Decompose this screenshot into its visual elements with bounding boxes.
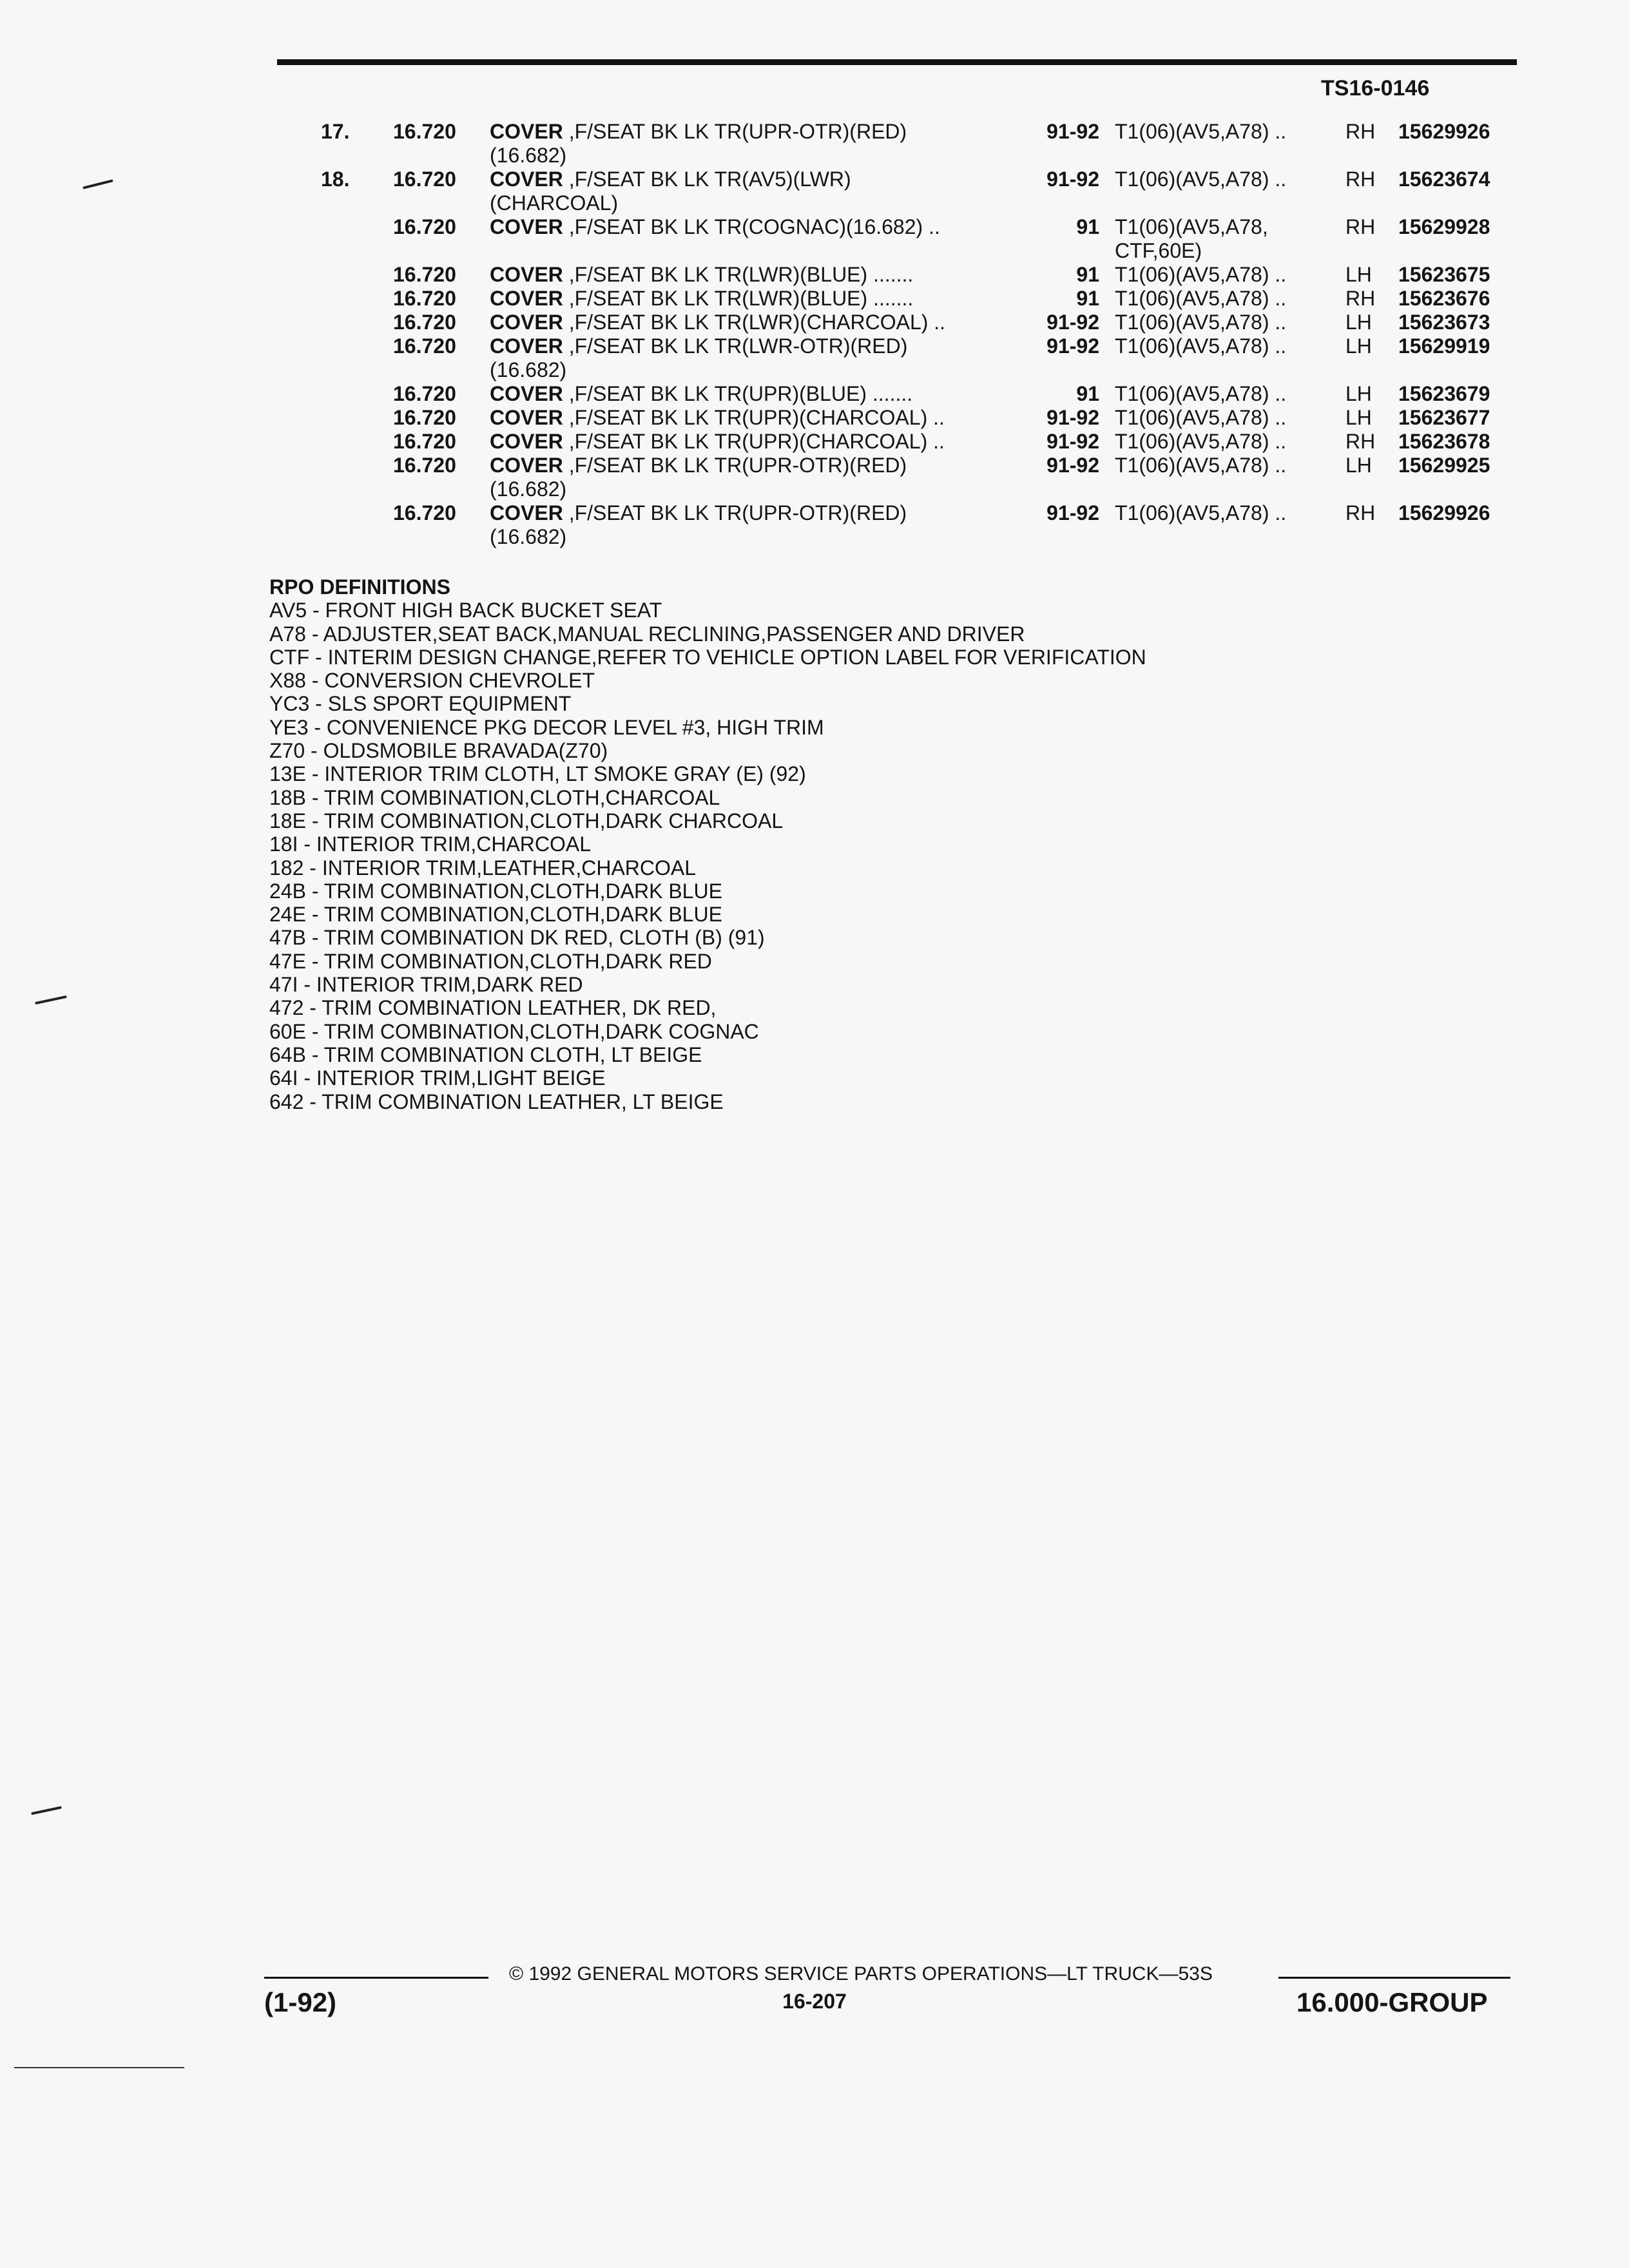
margin-mark — [31, 1806, 62, 1815]
part-row — [0, 454, 1629, 501]
part-row — [0, 406, 1629, 430]
part-row — [0, 215, 1629, 263]
rpo-item: 18B - TRIM COMBINATION,CLOTH,CHARCOAL — [269, 785, 720, 809]
part-number: 15629928 — [1398, 215, 1490, 238]
part-description-line: COVER ,F/SEAT BK LK TR(LWR)(BLUE) ....... — [490, 287, 914, 310]
part-usage-line: T1(06)(AV5,A78) .. — [1115, 430, 1287, 453]
part-description — [490, 382, 912, 406]
part-description-line: COVER ,F/SEAT BK LK TR(UPR)(BLUE) ....... — [490, 382, 913, 405]
rpo-title: RPO DEFINITIONS — [269, 575, 450, 599]
part-description-line: COVER ,F/SEAT BK LK TR(UPR-OTR)(RED) — [490, 120, 907, 143]
part-description — [490, 120, 907, 168]
rpo-item: 47I - INTERIOR TRIM,DARK RED — [269, 973, 583, 997]
part-usage — [1115, 454, 1286, 477]
part-years: 91-92 — [1046, 430, 1099, 453]
part-side: RH — [1345, 287, 1376, 310]
part-number: 15623675 — [1398, 263, 1490, 286]
part-description-line: COVER ,F/SEAT BK LK TR(UPR)(CHARCOAL) .. — [490, 430, 945, 453]
part-description — [490, 406, 945, 430]
part-description-line: COVER ,F/SEAT BK LK TR(UPR-OTR)(RED) — [490, 454, 907, 477]
part-usage — [1115, 501, 1286, 525]
part-description — [490, 263, 913, 287]
footer-rule-left — [264, 1977, 488, 1979]
rpo-item: 18I - INTERIOR TRIM,CHARCOAL — [269, 832, 592, 856]
part-usage-line: T1(06)(AV5,A78) .. — [1115, 287, 1287, 310]
part-description-line: COVER ,F/SEAT BK LK TR(LWR)(BLUE) ....... — [490, 263, 914, 286]
part-description-line: COVER ,F/SEAT BK LK TR(AV5)(LWR) — [490, 168, 851, 191]
part-years: 91 — [1076, 382, 1099, 405]
part-side: LH — [1345, 311, 1372, 334]
rpo-item: Z70 - OLDSMOBILE BRAVADA(Z70) — [269, 739, 608, 763]
part-years: 91-92 — [1046, 168, 1099, 191]
part-number: 15629926 — [1398, 501, 1490, 524]
part-description-line: COVER ,F/SEAT BK LK TR(LWR)(CHARCOAL) .. — [490, 311, 946, 334]
part-side: RH — [1345, 120, 1376, 143]
part-group-number: 16.720 — [393, 501, 456, 524]
part-number: 15623676 — [1398, 287, 1490, 310]
rpo-item: 13E - INTERIOR TRIM CLOTH, LT SMOKE GRAY (E) (92) — [269, 762, 806, 786]
part-group-number: 16.720 — [393, 215, 456, 238]
part-group-number: 16.720 — [393, 454, 456, 477]
part-number: 15623673 — [1398, 311, 1490, 334]
part-group-number: 16.720 — [393, 430, 456, 453]
part-usage — [1115, 382, 1286, 406]
part-group-number: 16.720 — [393, 406, 456, 429]
part-number: 15629926 — [1398, 120, 1490, 143]
top-rule — [277, 59, 1517, 65]
part-usage — [1115, 287, 1286, 311]
part-row — [0, 287, 1629, 311]
part-row — [0, 382, 1629, 406]
part-side: LH — [1345, 382, 1372, 405]
part-description-line: (CHARCOAL) — [490, 191, 619, 215]
part-usage-line: T1(06)(AV5,A78, — [1115, 215, 1268, 238]
rpo-item: YE3 - CONVENIENCE PKG DECOR LEVEL #3, HIGH TRIM — [269, 715, 824, 739]
part-row — [0, 501, 1629, 549]
part-description-line: COVER ,F/SEAT BK LK TR(LWR-OTR)(RED) — [490, 334, 908, 358]
part-years: 91-92 — [1046, 454, 1099, 477]
rpo-item: CTF - INTERIM DESIGN CHANGE,REFER TO VEHICLE OPTION LABEL FOR VERIFICATION — [269, 645, 1146, 669]
part-description — [490, 287, 913, 311]
part-usage-line: T1(06)(AV5,A78) .. — [1115, 501, 1287, 524]
part-usage — [1115, 120, 1286, 144]
part-row — [0, 168, 1629, 215]
margin-line — [14, 2067, 184, 2068]
part-description-line: (16.682) — [490, 358, 567, 381]
part-item-number: 17. — [321, 120, 350, 143]
footer-date: (1-92) — [264, 1987, 337, 2017]
part-usage — [1115, 263, 1286, 287]
part-usage-line: T1(06)(AV5,A78) .. — [1115, 311, 1287, 334]
part-usage — [1115, 311, 1286, 334]
part-usage — [1115, 215, 1268, 263]
part-years: 91-92 — [1046, 120, 1099, 143]
part-group-number: 16.720 — [393, 311, 456, 334]
part-usage-line: T1(06)(AV5,A78) .. — [1115, 120, 1287, 143]
rpo-item: A78 - ADJUSTER,SEAT BACK,MANUAL RECLINING,PASSENGER AND DRIVER — [269, 622, 1025, 646]
rpo-item: AV5 - FRONT HIGH BACK BUCKET SEAT — [269, 599, 662, 622]
part-years: 91-92 — [1046, 406, 1099, 429]
rpo-list — [269, 599, 1146, 1113]
part-description-line: COVER ,F/SEAT BK LK TR(UPR)(CHARCOAL) .. — [490, 406, 945, 429]
part-usage-line: T1(06)(AV5,A78) .. — [1115, 334, 1287, 358]
part-usage-line: T1(06)(AV5,A78) .. — [1115, 382, 1287, 405]
part-number: 15623679 — [1398, 382, 1490, 405]
rpo-item: 472 - TRIM COMBINATION LEATHER, DK RED, — [269, 996, 717, 1020]
part-side: RH — [1345, 168, 1376, 191]
rpo-item: 24E - TRIM COMBINATION,CLOTH,DARK BLUE — [269, 903, 722, 927]
part-usage-line: T1(06)(AV5,A78) .. — [1115, 168, 1287, 191]
part-side: RH — [1345, 215, 1376, 238]
rpo-item: 642 - TRIM COMBINATION LEATHER, LT BEIGE — [269, 1090, 724, 1113]
part-years: 91 — [1076, 215, 1099, 238]
part-usage-line: CTF,60E) — [1115, 239, 1202, 262]
part-side: LH — [1345, 263, 1372, 286]
part-usage-line: T1(06)(AV5,A78) .. — [1115, 454, 1287, 477]
rpo-item: 47B - TRIM COMBINATION DK RED, CLOTH (B) (91) — [269, 926, 765, 950]
part-description-line: COVER ,F/SEAT BK LK TR(COGNAC)(16.682) .. — [490, 215, 940, 238]
part-description — [490, 334, 907, 382]
part-group-number: 16.720 — [393, 168, 456, 191]
rpo-item: 64I - INTERIOR TRIM,LIGHT BEIGE — [269, 1066, 606, 1090]
part-description — [490, 501, 907, 549]
part-description-line: (16.682) — [490, 477, 567, 501]
rpo-item: 60E - TRIM COMBINATION,CLOTH,DARK COGNAC — [269, 1019, 759, 1043]
part-description-line: (16.682) — [490, 144, 567, 167]
part-years: 91-92 — [1046, 311, 1099, 334]
rpo-item: 64B - TRIM COMBINATION CLOTH, LT BEIGE — [269, 1043, 702, 1066]
footer-copyright: © 1992 GENERAL MOTORS SERVICE PARTS OPERATIONS—LT TRUCK—53S — [509, 1963, 1213, 1984]
part-usage — [1115, 334, 1286, 358]
part-years: 91-92 — [1046, 501, 1099, 524]
footer-rule-right — [1278, 1977, 1510, 1979]
part-group-number: 16.720 — [393, 263, 456, 286]
part-number: 15623678 — [1398, 430, 1490, 453]
part-number: 15623677 — [1398, 406, 1490, 429]
part-group-number: 16.720 — [393, 120, 456, 143]
part-description — [490, 168, 851, 215]
part-group-number: 16.720 — [393, 334, 456, 358]
part-years: 91 — [1076, 287, 1099, 310]
part-description-line: COVER ,F/SEAT BK LK TR(UPR-OTR)(RED) — [490, 501, 907, 524]
parts-list — [0, 120, 1629, 549]
part-row — [0, 430, 1629, 454]
part-description — [490, 454, 907, 501]
footer-page-number: 16-207 — [782, 1990, 847, 2013]
rpo-item: 18E - TRIM COMBINATION,CLOTH,DARK CHARCOAL — [269, 809, 784, 832]
document-id: TS16-0146 — [1321, 76, 1430, 101]
part-years: 91-92 — [1046, 334, 1099, 358]
part-row — [0, 311, 1629, 334]
part-side: LH — [1345, 334, 1372, 358]
part-usage — [1115, 168, 1286, 191]
part-years: 91 — [1076, 263, 1099, 286]
part-row — [0, 334, 1629, 382]
rpo-item: 47E - TRIM COMBINATION,CLOTH,DARK RED — [269, 949, 712, 973]
part-usage-line: T1(06)(AV5,A78) .. — [1115, 263, 1287, 286]
rpo-item: X88 - CONVERSION CHEVROLET — [269, 669, 595, 693]
part-side: RH — [1345, 501, 1376, 524]
part-usage — [1115, 430, 1286, 454]
part-group-number: 16.720 — [393, 382, 456, 405]
rpo-item: 24B - TRIM COMBINATION,CLOTH,DARK BLUE — [269, 879, 722, 903]
part-row — [0, 120, 1629, 168]
part-row — [0, 263, 1629, 287]
part-side: LH — [1345, 406, 1372, 429]
rpo-item: YC3 - SLS SPORT EQUIPMENT — [269, 692, 572, 716]
part-number: 15629919 — [1398, 334, 1490, 358]
part-group-number: 16.720 — [393, 287, 456, 310]
part-side: RH — [1345, 430, 1376, 453]
margin-mark — [35, 995, 67, 1004]
rpo-definitions — [269, 575, 1146, 1113]
part-usage-line: T1(06)(AV5,A78) .. — [1115, 406, 1287, 429]
part-description — [490, 311, 945, 334]
part-description — [490, 430, 945, 454]
footer-group: 16.000-GROUP — [1296, 1987, 1488, 2017]
part-usage — [1115, 406, 1286, 430]
part-side: LH — [1345, 454, 1372, 477]
part-number: 15629925 — [1398, 454, 1490, 477]
rpo-item: 182 - INTERIOR TRIM,LEATHER,CHARCOAL — [269, 856, 697, 879]
part-item-number: 18. — [321, 168, 350, 191]
part-description — [490, 215, 940, 239]
part-number: 15623674 — [1398, 168, 1490, 191]
part-description-line: (16.682) — [490, 525, 567, 548]
